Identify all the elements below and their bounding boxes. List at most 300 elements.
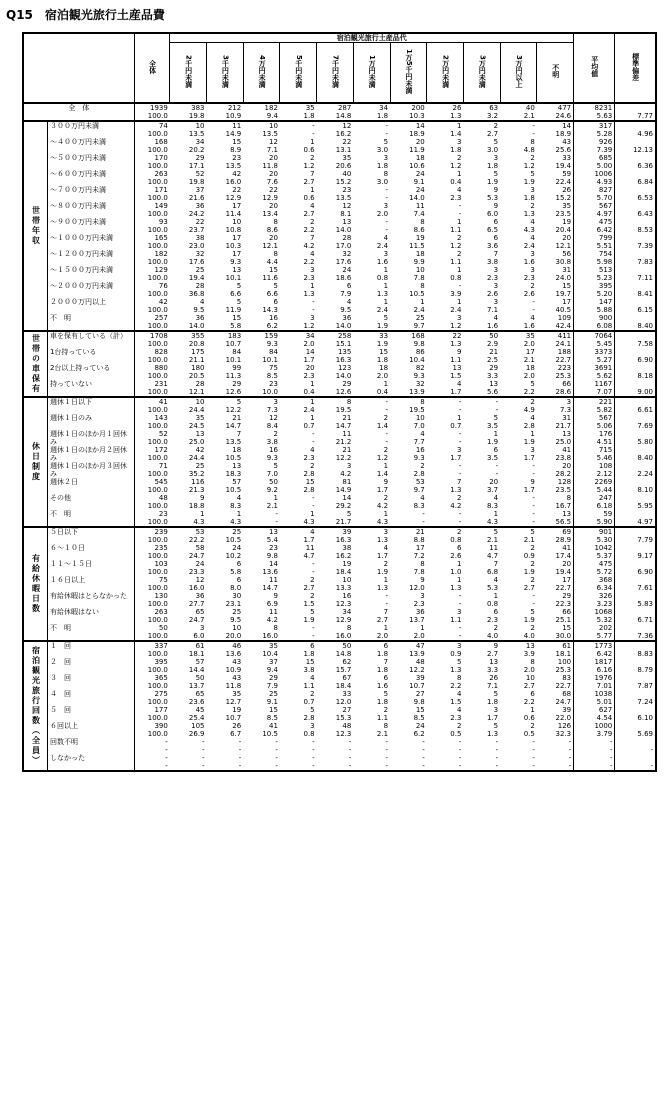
table-cell: 5.6: [487, 387, 499, 396]
table-cell: 20: [489, 477, 499, 486]
table-cell: 40: [342, 169, 352, 178]
table-cell: 22.4: [555, 177, 572, 186]
table-cell: 7.3: [559, 405, 572, 414]
table-cell: 7.83: [615, 258, 656, 266]
table-cell: 8: [317, 397, 354, 406]
table-cell: 47: [390, 641, 427, 650]
table-cell: 1: [456, 217, 462, 226]
table-cell: 27: [415, 689, 425, 698]
table-cell: 3.2: [487, 111, 499, 120]
table-cell: -: [500, 121, 537, 130]
row-label: ～２０００万円未満: [49, 281, 113, 290]
table-cell: 4.97: [615, 518, 656, 527]
table-cell: 3.5: [487, 453, 499, 462]
table-cell: 13.9: [409, 649, 425, 658]
table-cell: 2.12: [574, 470, 615, 478]
table-cell: 23.7: [188, 225, 205, 234]
table-cell: 395: [574, 282, 615, 290]
table-cell: -: [615, 746, 656, 754]
table-cell: 1.7: [303, 355, 315, 364]
table-cell: 100.0: [134, 406, 170, 414]
table-cell: 1.7: [523, 453, 535, 462]
table-cell: 2: [420, 461, 425, 470]
table-cell: 1: [456, 559, 462, 568]
table-cell: 13: [562, 429, 572, 438]
table-cell: -: [495, 761, 499, 770]
table-cell: 28.9: [555, 535, 572, 544]
table-cell: 5.83: [615, 600, 656, 608]
table-cell: 43: [232, 673, 242, 682]
table-cell: 1.3: [450, 111, 462, 120]
table-cell: -: [385, 217, 389, 226]
table-cell: 2.4: [376, 305, 389, 314]
table-cell: [615, 641, 656, 650]
table-cell: 5.23: [574, 274, 615, 282]
table-cell: -: [532, 501, 535, 510]
table-cell: 20: [269, 169, 278, 178]
table-cell: 6.5: [487, 225, 499, 234]
table-cell: 5: [493, 721, 499, 730]
table-cell: -: [422, 509, 425, 518]
table-cell: 14.9: [335, 485, 352, 494]
table-cell: 2.0: [376, 631, 389, 640]
row-label: 不 明: [49, 509, 71, 518]
table-cell: 4.0: [487, 631, 499, 640]
table-cell: 9.1: [266, 697, 278, 706]
table-cell: 50: [463, 331, 500, 340]
table-cell: 9.5: [193, 305, 205, 314]
table-cell: 4: [493, 493, 499, 502]
table-cell: 2: [383, 705, 389, 714]
table-cell: 59: [574, 510, 615, 518]
table-row: [23, 186, 656, 194]
table-row: [23, 414, 656, 422]
row-label: 持っていない: [49, 379, 92, 388]
row-label: 週休１日のほか月３回休み: [49, 461, 127, 478]
table-cell: 2.7: [487, 129, 499, 138]
table-cell: 5.06: [574, 422, 615, 430]
table-cell: 22: [427, 331, 464, 340]
table-cell: -: [532, 599, 535, 608]
table-cell: 176: [574, 430, 615, 438]
table-cell: 10: [232, 623, 242, 632]
table-cell: 1167: [574, 380, 615, 388]
table-cell: -: [312, 493, 315, 502]
table-cell: 4: [346, 297, 352, 306]
table-cell: 1: [200, 509, 205, 518]
table-cell: 14.8: [335, 111, 352, 120]
table-cell: 84: [269, 347, 278, 356]
table-cell: -: [238, 753, 242, 762]
table-row: [23, 544, 656, 552]
table-cell: 10: [170, 397, 207, 406]
table-cell: -: [422, 745, 425, 754]
table-cell: 18.9: [409, 129, 425, 138]
column-header: 3万円以上: [500, 43, 537, 103]
table-cell: 13: [243, 527, 280, 536]
table-cell: 100.0: [134, 258, 170, 266]
table-cell: 1.9: [376, 339, 389, 348]
table-cell: 6: [236, 575, 242, 584]
table-cell: 25: [232, 607, 242, 616]
table-cell: [615, 430, 656, 438]
table-cell: 100.0: [134, 112, 170, 121]
row-label: ２０００万円以上: [49, 297, 106, 306]
table-cell: 14.0: [335, 371, 352, 380]
table-cell: 4.3: [230, 517, 242, 526]
table-cell: 7.8: [413, 567, 425, 576]
table-cell: -: [312, 129, 315, 138]
table-cell: 5: [310, 607, 315, 616]
table-cell: 4.9: [523, 405, 535, 414]
table-cell: 9.3: [266, 453, 278, 462]
table-cell: 6.0: [487, 209, 499, 218]
table-body: [23, 33, 656, 771]
table-cell: 3.8: [303, 665, 315, 674]
table-cell: 1.1: [303, 681, 315, 690]
table-cell: 25.3: [555, 371, 572, 380]
table-cell: 9.5: [230, 615, 242, 624]
table-row: [23, 314, 656, 322]
table-cell: -: [427, 397, 464, 406]
table-cell: -: [458, 405, 462, 414]
table-cell: 53: [170, 527, 207, 536]
table-cell: [615, 218, 656, 226]
table-cell: [615, 576, 656, 584]
table-cell: 4.3: [193, 517, 205, 526]
table-cell: 11.4: [225, 209, 242, 218]
table-cell: 2.6: [487, 289, 499, 298]
table-cell: 100: [557, 657, 572, 666]
table-cell: 24: [195, 559, 205, 568]
table-cell: 12.9: [225, 193, 242, 202]
table-cell: 1: [456, 169, 462, 178]
table-cell: 20.4: [555, 225, 572, 234]
table-cell: 7.11: [615, 274, 656, 282]
table-cell: 5.72: [574, 568, 615, 576]
table-cell: 0.7: [303, 421, 315, 430]
table-cell: 100.0: [134, 486, 170, 494]
table-cell: 2.1: [523, 535, 535, 544]
table-cell: 14: [390, 121, 427, 130]
table-cell: 34: [353, 103, 390, 112]
table-cell: 4: [310, 201, 315, 210]
table-cell: 22.7: [555, 681, 572, 690]
table-cell: 100.0: [134, 178, 170, 186]
table-cell: 13: [489, 379, 499, 388]
table-cell: 12.2: [335, 453, 352, 462]
table-cell: 27.7: [188, 599, 205, 608]
row-label: 週休１日のほか月２回休み: [49, 445, 127, 462]
table-cell: 1: [456, 575, 462, 584]
table-cell: 1.2: [523, 161, 535, 170]
table-cell: -: [312, 429, 315, 438]
table-cell: 1: [456, 297, 462, 306]
table-cell: 13.4: [262, 209, 278, 218]
table-cell: 5: [456, 657, 462, 666]
table-cell: 5.82: [574, 406, 615, 414]
table-cell: 15: [305, 477, 315, 486]
group-label: 世帯の車保有: [23, 331, 47, 397]
table-cell: 41: [562, 445, 572, 454]
table-cell: 31: [562, 413, 572, 422]
table-cell: 24.5: [188, 421, 205, 430]
table-cell: 2.3: [487, 615, 499, 624]
table-cell: -: [463, 397, 500, 406]
table-cell: 5.77: [574, 632, 615, 641]
table-cell: 1: [383, 461, 389, 470]
table-cell: 19: [415, 233, 425, 242]
table-cell: 17.1: [188, 161, 205, 170]
table-cell: 0.9: [523, 551, 535, 560]
table-cell: 20: [269, 153, 278, 162]
row-label: ～１５００万円未満: [49, 265, 113, 274]
table-cell: -: [353, 397, 390, 406]
table-cell: 1.9: [487, 437, 499, 446]
table-cell: 50: [134, 624, 170, 632]
row-label: ３００万円未満: [47, 121, 134, 138]
page-title: Q15 宿泊観光旅行土産品費: [6, 8, 165, 22]
table-cell: 1.9: [523, 177, 535, 186]
table-cell: [615, 103, 656, 112]
table-cell: [615, 397, 656, 406]
table-cell: 4.2: [266, 615, 278, 624]
row-label: ～９００万円未満: [49, 217, 106, 226]
group-label: 有給休暇日数: [23, 527, 47, 641]
table-cell: 10: [415, 413, 425, 422]
table-cell: 7.36: [615, 632, 656, 641]
table-cell: 10.1: [225, 355, 242, 364]
table-cell: 1.6: [376, 257, 389, 266]
table-cell: 100.0: [134, 162, 170, 170]
table-cell: 3: [456, 137, 462, 146]
table-cell: 10: [415, 265, 425, 274]
table-cell: 11: [342, 429, 352, 438]
table-row: [23, 510, 656, 518]
table-cell: -: [238, 745, 242, 754]
table-cell: [615, 266, 656, 274]
table-cell: -: [385, 737, 389, 746]
table-cell: 25.6: [555, 145, 572, 154]
table-cell: 5: [310, 705, 315, 714]
table-cell: 36: [342, 313, 352, 322]
column-header: 1万5千円未満: [390, 43, 427, 103]
row-label: 週休１日のほか月１回休み: [49, 429, 127, 446]
table-cell: 3.9: [523, 649, 535, 658]
table-cell: 9.4: [266, 665, 278, 674]
table-cell: 5.27: [574, 356, 615, 364]
table-cell: 15: [269, 265, 278, 274]
table-cell: 1.1: [450, 615, 462, 624]
table-cell: 32: [415, 379, 425, 388]
table-cell: 337: [134, 641, 170, 650]
table-cell: 53: [415, 477, 425, 486]
table-cell: 6.16: [574, 666, 615, 674]
table-cell: -: [532, 509, 535, 518]
table-cell: 100.0: [134, 584, 170, 592]
table-cell: -: [275, 737, 278, 746]
table-cell: 15: [305, 657, 315, 666]
data-table: [22, 32, 657, 772]
table-cell: 65: [195, 607, 205, 616]
table-cell: 2.0: [523, 371, 535, 380]
table-cell: 41: [269, 721, 278, 730]
table-cell: 2.0: [523, 339, 535, 348]
table-cell: -: [532, 469, 535, 478]
table-cell: 5: [273, 461, 278, 470]
table-cell: 26.9: [188, 729, 205, 738]
table-cell: 13: [452, 363, 462, 372]
table-cell: 7.24: [615, 698, 656, 706]
table-cell: 1: [310, 137, 315, 146]
table-cell: 1.2: [303, 161, 315, 170]
table-cell: 100.0: [134, 502, 170, 510]
table-cell: [615, 121, 656, 130]
table-cell: 14.8: [335, 649, 352, 658]
table-cell: 828: [134, 348, 170, 356]
table-cell: -: [312, 501, 315, 510]
row-label: ２ 回: [49, 657, 71, 666]
table-cell: 2.7: [303, 209, 315, 218]
table-cell: 15: [562, 623, 572, 632]
table-cell: 11.6: [262, 273, 278, 282]
table-cell: 15.2: [335, 177, 352, 186]
row-label: ～６００万円未満: [49, 169, 106, 178]
table-cell: -: [458, 623, 462, 632]
table-cell: 71: [134, 462, 170, 470]
table-cell: 20.8: [188, 339, 205, 348]
table-cell: 35: [232, 689, 242, 698]
header-row-group: [23, 33, 656, 43]
table-cell: 1.7: [376, 551, 389, 560]
table-cell: 37: [269, 657, 278, 666]
table-cell: 22: [342, 137, 352, 146]
row-label: ～１２００万円未満: [49, 249, 113, 258]
table-cell: 3: [310, 313, 315, 322]
table-cell: 41: [562, 543, 572, 552]
table-cell: 10.5: [409, 289, 425, 298]
table-cell: 2.2: [303, 225, 315, 234]
table-cell: 14.0: [409, 193, 425, 202]
table-cell: 2.3: [523, 273, 535, 282]
table-cell: 99: [232, 363, 242, 372]
table-cell: [615, 314, 656, 322]
table-cell: 5.20: [574, 290, 615, 298]
table-cell: 685: [574, 154, 615, 162]
table-cell: 13: [342, 217, 352, 226]
table-cell: 3.3: [487, 371, 499, 380]
table-cell: -: [385, 185, 389, 194]
table-cell: 5: [383, 313, 389, 322]
table-cell: 19.4: [555, 567, 572, 576]
table-cell: 6: [456, 543, 462, 552]
table-cell: 3: [530, 445, 535, 454]
table-cell: 5: [207, 397, 244, 406]
table-cell: 1: [493, 591, 499, 600]
table-cell: 3.23: [574, 600, 615, 608]
table-cell: 103: [134, 560, 170, 568]
table-cell: 25.1: [555, 615, 572, 624]
table-cell: 15.2: [555, 193, 572, 202]
table-row: [23, 592, 656, 600]
table-cell: 1.7: [303, 535, 315, 544]
column-header: 4万円未満: [243, 43, 280, 103]
row-label: 回数不明: [49, 737, 78, 746]
table-cell: 6.18: [574, 502, 615, 510]
table-cell: [615, 380, 656, 388]
table-cell: 36: [415, 607, 425, 616]
table-row: [23, 397, 656, 406]
table-cell: 1.1: [376, 713, 389, 722]
table-cell: -: [532, 461, 535, 470]
table-cell: 4: [493, 575, 499, 584]
table-cell: 2: [500, 397, 537, 406]
table-cell: -: [458, 761, 462, 770]
table-cell: 1.8: [523, 193, 535, 202]
table-cell: 5: [493, 169, 499, 178]
table-cell: 40: [500, 103, 537, 112]
table-cell: 7.2: [413, 551, 425, 560]
table-cell: 6.90: [615, 568, 656, 576]
table-cell: 36: [195, 591, 205, 600]
table-cell: 20.5: [188, 371, 205, 380]
table-cell: 6: [346, 281, 352, 290]
table-cell: 100.0: [134, 226, 170, 234]
table-cell: 3.0: [376, 177, 389, 186]
column-header: 不明: [537, 43, 574, 103]
table-cell: 6: [353, 641, 390, 650]
table-cell: 14.7: [335, 421, 352, 430]
table-cell: 8: [346, 623, 352, 632]
table-cell: 200: [390, 103, 427, 112]
table-cell: 30.0: [555, 631, 572, 640]
table-cell: 8.5: [266, 371, 278, 380]
table-cell: 46: [207, 641, 244, 650]
table-cell: 8.1: [340, 209, 352, 218]
column-header: 5千円未満: [280, 43, 317, 103]
table-cell: 100.0: [134, 568, 170, 576]
table-cell: 567: [574, 202, 615, 210]
table-cell: 182: [134, 250, 170, 258]
table-cell: 24: [415, 185, 425, 194]
table-cell: 3373: [574, 348, 615, 356]
table-cell: 365: [134, 674, 170, 682]
table-cell: 2.2: [303, 257, 315, 266]
table-cell: 15: [232, 137, 242, 146]
table-cell: 2.3: [413, 599, 425, 608]
table-cell: 5: [493, 689, 499, 698]
table-cell: 39: [317, 527, 354, 536]
table-cell: 23.3: [188, 567, 205, 576]
table-cell: 20: [562, 461, 572, 470]
row-label: その他: [49, 493, 71, 502]
table-cell: 4.7: [303, 551, 315, 560]
table-cell: 10: [243, 121, 280, 130]
table-cell: -: [574, 754, 615, 762]
table-cell: 567: [574, 414, 615, 422]
table-cell: 33: [353, 331, 390, 340]
table-cell: 1.3: [450, 583, 462, 592]
table-cell: 1: [493, 429, 499, 438]
table-cell: -: [574, 762, 615, 771]
table-cell: 1.8: [376, 111, 389, 120]
table-cell: -: [312, 745, 315, 754]
table-cell: 1.3: [376, 583, 389, 592]
table-cell: 5.95: [615, 502, 656, 510]
table-cell: 257: [134, 314, 170, 322]
table-cell: 58: [195, 543, 205, 552]
table-cell: 18.4: [335, 681, 352, 690]
